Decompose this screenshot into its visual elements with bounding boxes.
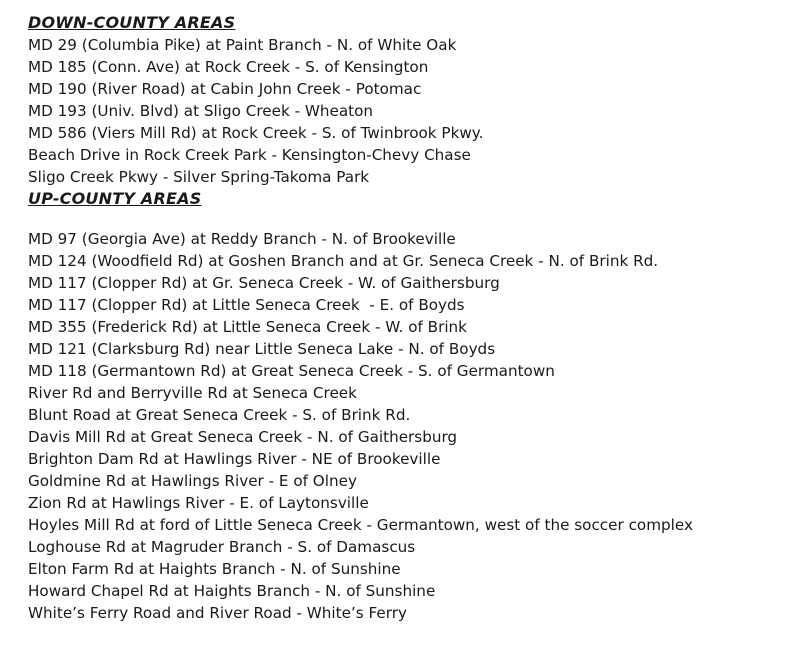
list-item: Beach Drive in Rock Creek Park - Kensington-Chevy Chase bbox=[28, 146, 471, 164]
up-county-list bbox=[28, 228, 805, 624]
list-item: MD 193 (Univ. Blvd) at Sligo Creek - Wheaton bbox=[28, 102, 374, 120]
list-item: MD 124 (Woodfield Rd) at Goshen Branch and at Gr. Seneca Creek - N. of Brink Rd. bbox=[28, 252, 659, 270]
list-item: Hoyles Mill Rd at ford of Little Seneca Creek - Germantown, west of the soccer complex bbox=[28, 516, 693, 534]
list-item: Blunt Road at Great Seneca Creek - S. of Brink Rd. bbox=[28, 406, 411, 424]
list-item: MD 190 (River Road) at Cabin John Creek - Potomac bbox=[28, 80, 422, 98]
list-item: MD 97 (Georgia Ave) at Reddy Branch - N. of Brookeville bbox=[28, 230, 456, 248]
down-county-list bbox=[28, 34, 805, 188]
list-item: Loghouse Rd at Magruder Branch - S. of Damascus bbox=[28, 538, 416, 556]
list-item: White’s Ferry Road and River Road - White’s Ferry bbox=[28, 604, 407, 622]
list-item: MD 355 (Frederick Rd) at Little Seneca Creek - W. of Brink bbox=[28, 318, 467, 336]
list-item: Elton Farm Rd at Haights Branch - N. of Sunshine bbox=[28, 560, 401, 578]
list-item: Goldmine Rd at Hawlings River - E of Olney bbox=[28, 472, 357, 490]
list-item: River Rd and Berryville Rd at Seneca Creek bbox=[28, 384, 357, 402]
list-item: MD 29 (Columbia Pike) at Paint Branch - N. of White Oak bbox=[28, 36, 457, 54]
down-county-heading: DOWN-COUNTY AREAS bbox=[28, 13, 236, 32]
list-item: Howard Chapel Rd at Haights Branch - N. of Sunshine bbox=[28, 582, 436, 600]
list-item: Brighton Dam Rd at Hawlings River - NE of Brookeville bbox=[28, 450, 441, 468]
list-item: Davis Mill Rd at Great Seneca Creek - N. of Gaithersburg bbox=[28, 428, 458, 446]
list-item: Sligo Creek Pkwy - Silver Spring-Takoma Park bbox=[28, 168, 370, 186]
list-item: Zion Rd at Hawlings River - E. of Laytonsville bbox=[28, 494, 369, 512]
up-county-heading: UP-COUNTY AREAS bbox=[28, 189, 202, 208]
list-item: MD 185 (Conn. Ave) at Rock Creek - S. of Kensington bbox=[28, 58, 429, 76]
list-item: MD 118 (Germantown Rd) at Great Seneca Creek - S. of Germantown bbox=[28, 362, 555, 380]
list-item: MD 117 (Clopper Rd) at Gr. Seneca Creek - W. of Gaithersburg bbox=[28, 274, 500, 292]
list-item: MD 117 (Clopper Rd) at Little Seneca Creek - E. of Boyds bbox=[28, 296, 465, 314]
list-item: MD 121 (Clarksburg Rd) near Little Seneca Lake - N. of Boyds bbox=[28, 340, 496, 358]
list-item: MD 586 (Viers Mill Rd) at Rock Creek - S. of Twinbrook Pkwy. bbox=[28, 124, 484, 142]
